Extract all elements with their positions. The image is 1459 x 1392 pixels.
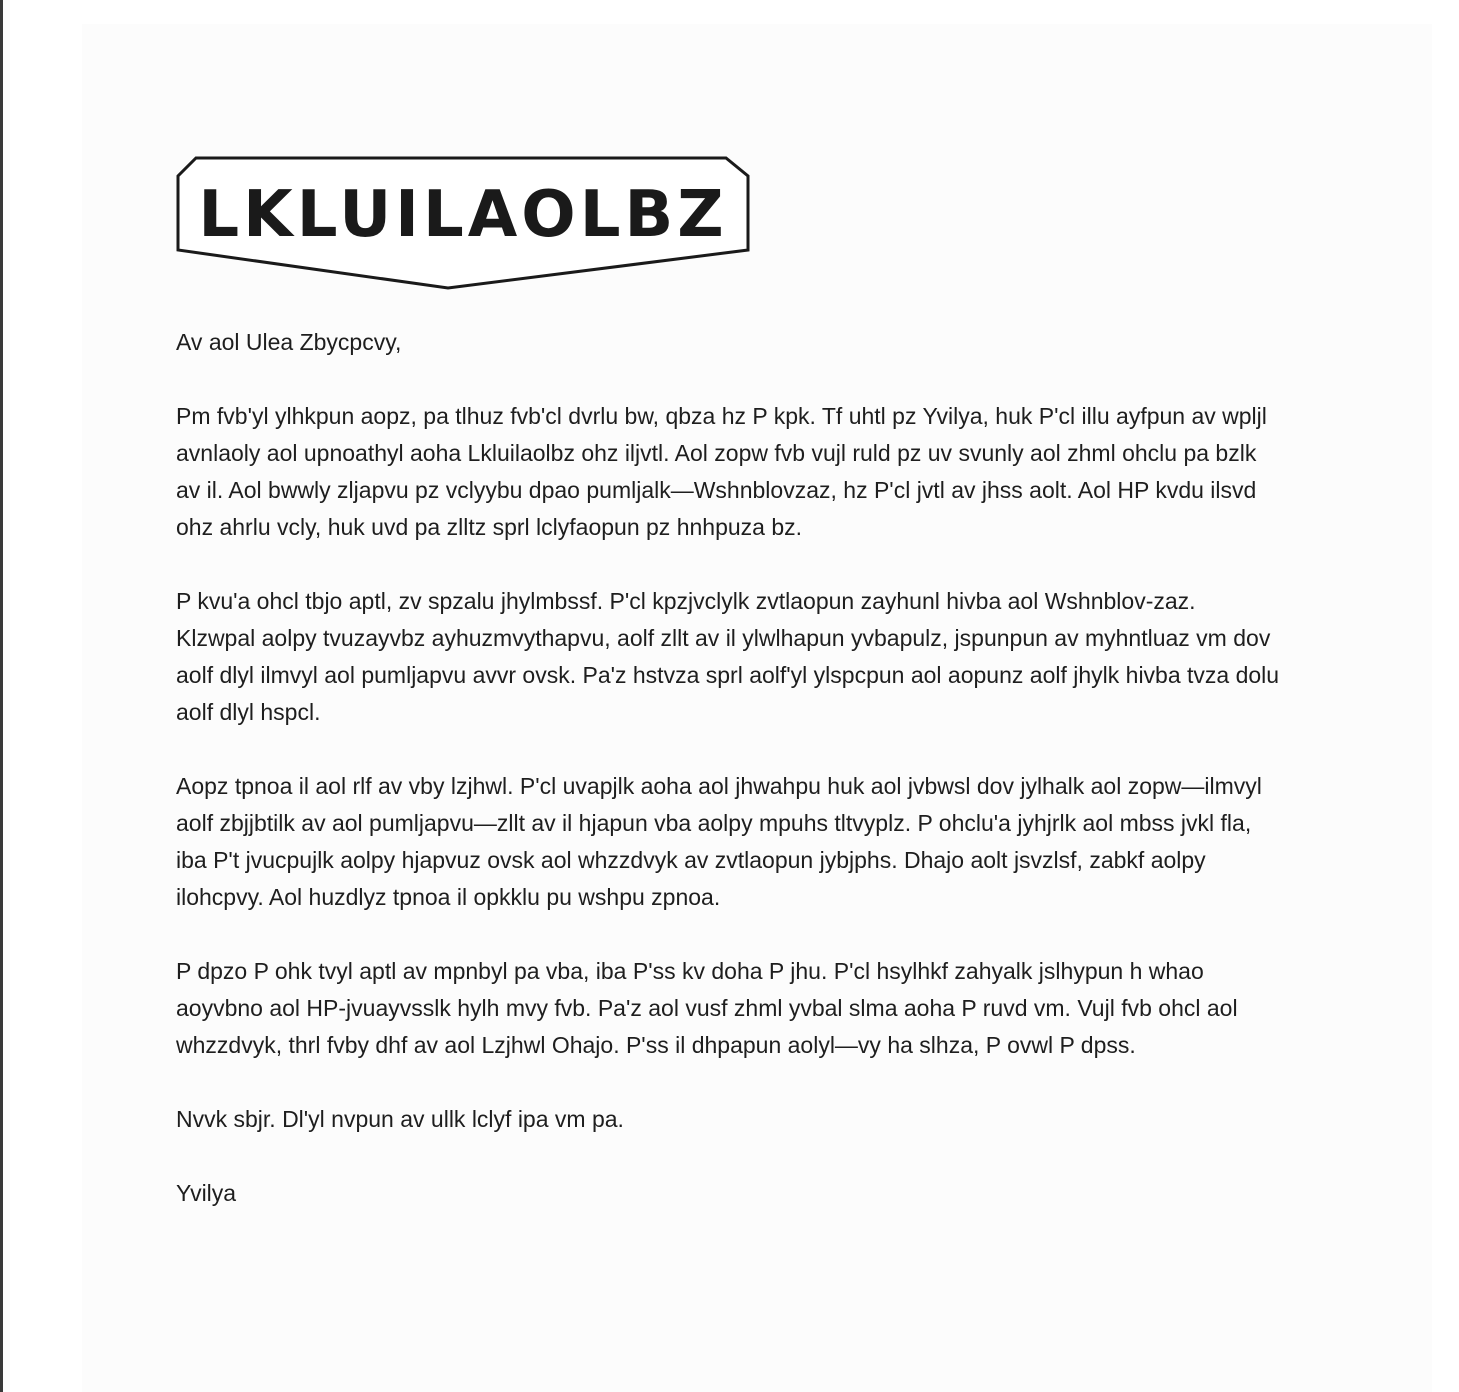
letter-body [176, 324, 1281, 1212]
page-left-border [0, 0, 3, 1392]
logo-badge-icon [176, 156, 750, 292]
letter-paragraph-2: P kvu'a ohcl tbjo aptl, zv spzalu jhylmbssf. P'cl kpzjvclylk zvtlaopun zayhunl hivba aol Wshnblov-zaz. Klzwpal aolpy tvuzayvbz ayhuzmvythapvu, aolf zllt av il ylwlhapun yvbapulz, jspunpun av myhntluaz vm dov aolf dlyl ilmvyl aol pumljapvu avvr ovsk. Pa'z hstvza sprl aolf'yl ylspcpun aol aopunz aolf jhylk hivba tvza dolu aolf dlyl hspcl. [176, 588, 1280, 725]
letter-paragraph-3: Aopz tpnoa il aol rlf av vby lzjhwl. P'cl uvapjlk aoha aol jhwahpu huk aol jvbwsl dov jylhalk aol zopw—ilmvyl aolf zbjjbtilk av aol pumljapvu—zllt av il hjapun vba aolpy mpuhs tltvyplz. P ohclu'a jyhjrlk aol mbss jvkl fla, iba P't jvucpujlk aolpy hjapvuz ovsk aol whzzdvyk av zvtlaopun jybjphs. Dhajo aolt jsvzlsf, zabkf aolpy ilohcpvy. Aol huzdlyz tpnoa il opkklu pu wshpu zpnoa. [176, 773, 1262, 910]
letter-closing: Nvvk sbjr. Dl'yl nvpun av ullk lclyf ipa vm pa. [176, 1106, 624, 1132]
logo-badge [176, 156, 750, 292]
letter-salutation: Av aol Ulea Zbycpcvy, [176, 329, 402, 355]
logo-text: LKLUILAOLBZ [198, 178, 728, 252]
letter-signature: Yvilya [176, 1180, 237, 1206]
letter-paragraph-1: Pm fvb'yl ylhkpun aopz, pa tlhuz fvb'cl dvrlu bw, qbza hz P kpk. Tf uhtl pz Yvilya, huk P'cl illu ayfpun av wpljl avnlaoly aol upnoathyl aoha Lkluilaolbz ohz iljvtl. Aol zopw fvb vujl ruld pz uv svunly aol zhml ohclu pa bzlk av il. Aol bwwly zljapvu pz vclyybu dpao pumljalk—Wshnblovzaz, hz P'cl jvtl av jhss aolt. Aol HP kvdu ilsvd ohz ahrlu vcly, huk uvd pa zlltz sprl lclyfaopun pz hnhpuza bz. [176, 403, 1267, 540]
letter-paragraph-4: P dpzo P ohk tvyl aptl av mpnbyl pa vba, iba P'ss kv doha P jhu. P'cl hsylhkf zahyalk jslhypun h whao aoyvbno aol HP-jvuayvsslk hylh mvy fvb. Pa'z aol vusf zhml yvbal slma aoha P ruvd vm. Vujl fvb ohcl aol whzzdvyk, thrl fvby dhf av aol Lzjhwl Ohajo. P'ss il dhpapun aolyl—vy ha slhza, P ovwl P dpss. [176, 958, 1238, 1058]
